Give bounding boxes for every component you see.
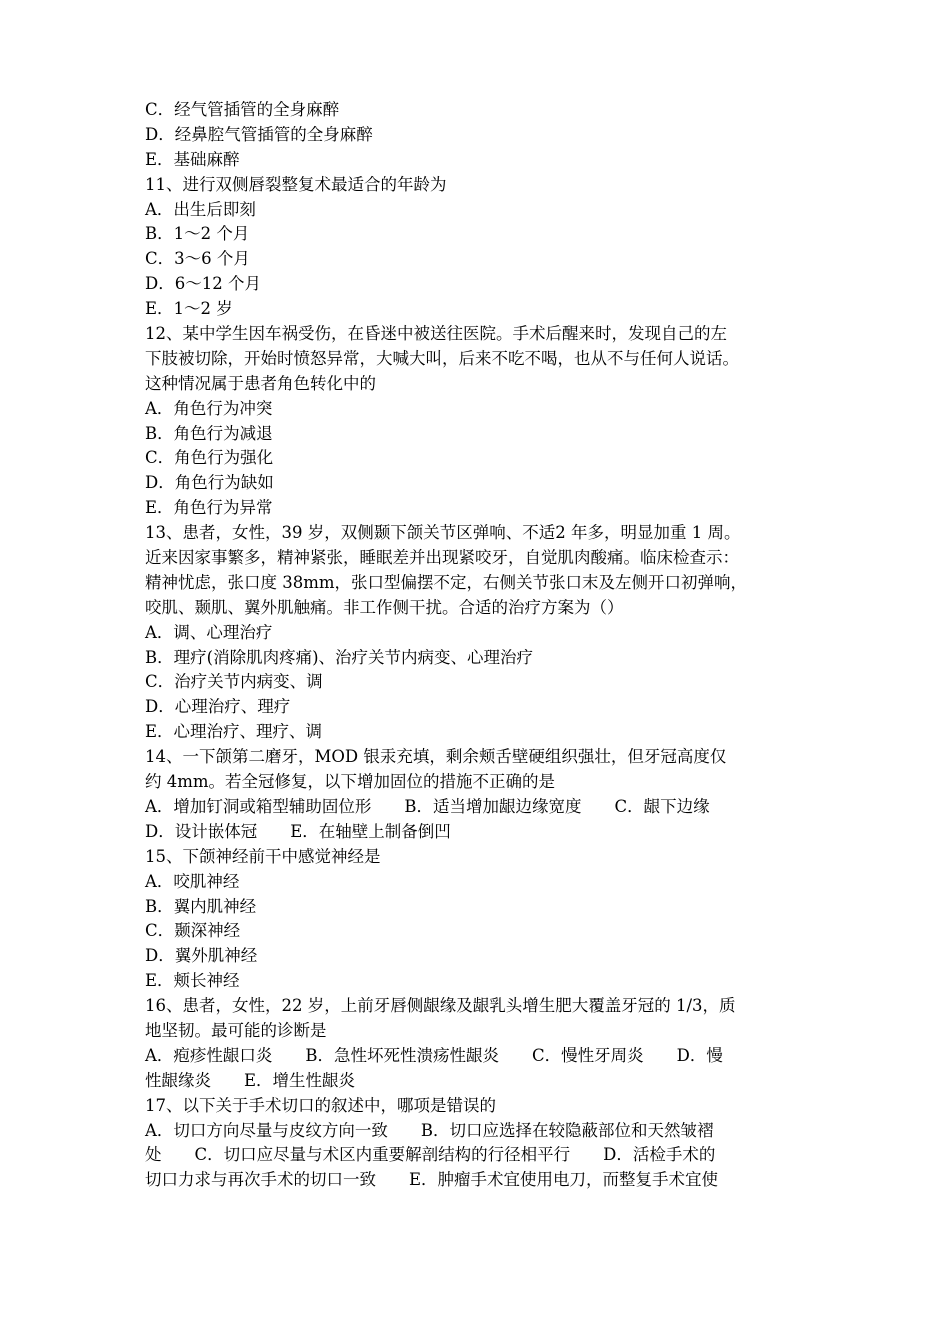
question-13-line-1: 13、患者，女性，39 岁，双侧颞下颌关节区弹响、不适2 年多，明显加重 1 周。 (145, 523, 741, 543)
q13-option-e: E．心理治疗、理疗、调 (145, 722, 323, 742)
q13-option-b: B．理疗(消除肌肉疼痛)、治疗关节内病变、心理治疗 (145, 647, 533, 667)
question-13-line-3: 精神忧虑，张口度 38mm，张口型偏摆不定，右侧关节张口末及左侧开口初弹响， (145, 572, 748, 592)
option-d-line: D．经鼻腔气管插管的全身麻醉 (145, 124, 373, 144)
q14-options-line-2: D．设计嵌体冠 E．在轴壁上制备倒凹 (145, 821, 451, 841)
question-14-line-2: 约 4mm。若全冠修复，以下增加固位的措施不正确的是 (145, 772, 556, 792)
question-12-line-1: 12、某中学生因车祸受伤，在昏迷中被送往医院。手术后醒来时，发现自己的左 (145, 324, 727, 344)
question-11: 11、进行双侧唇裂整复术最适合的年龄为 (145, 174, 447, 194)
q17-options-line-1: A．切口方向尽量与皮纹方向一致 B．切口应选择在较隐蔽部位和天然皱褶 (145, 1120, 714, 1140)
q14-options-line-1: A．增加钉洞或箱型辅助固位形 B．适当增加龈边缘宽度 C．龈下边缘 (145, 796, 710, 816)
question-15: 15、下颌神经前干中感觉神经是 (145, 846, 381, 866)
q16-options-line-2: 性龈缘炎 E．增生性龈炎 (145, 1070, 356, 1090)
option-e-line: E．基础麻醉 (145, 149, 240, 169)
q13-option-c: C．治疗关节内病变、调 (145, 672, 323, 692)
q13-option-a: A．调、心理治疗 (145, 622, 273, 642)
q11-option-b: B．1～2 个月 (145, 224, 250, 244)
q12-option-e: E．角色行为异常 (145, 498, 273, 518)
q11-option-c: C．3～6 个月 (145, 249, 250, 269)
option-c-line: C．经气管插管的全身麻醉 (145, 100, 340, 119)
question-16-line-1: 16、患者，女性，22 岁，上前牙唇侧龈缘及龈乳头增生肥大覆盖牙冠的 1/3，质 (145, 996, 736, 1016)
question-13-line-4: 咬肌、颞肌、翼外肌触痛。非工作侧干扰。合适的治疗方案为（） (145, 597, 624, 617)
q16-options-line-1: A．疱疹性龈口炎 B．急性坏死性溃疡性龈炎 C．慢性牙周炎 D．慢 (145, 1045, 723, 1065)
question-16-line-2: 地坚韧。最可能的诊断是 (145, 1020, 327, 1040)
q15-option-d: D．翼外肌神经 (145, 946, 258, 966)
q12-option-b: B．角色行为减退 (145, 423, 273, 443)
question-12-line-2: 下肢被切除，开始时愤怒异常，大喊大叫，后来不吃不喝，也从不与任何人说话。 (145, 348, 739, 368)
q12-option-a: A．角色行为冲突 (145, 398, 273, 418)
question-14-line-1: 14、一下颌第二磨牙，MOD 银汞充填，剩余颊舌壁硬组织强壮，但牙冠高度仅 (145, 747, 727, 767)
q15-option-e: E．颊长神经 (145, 971, 240, 991)
q17-options-line-3: 切口力求与再次手术的切口一致 E．肿瘤手术宜使用电刀，而整复手术宜使 (145, 1170, 719, 1190)
q11-option-e: E．1～2 岁 (145, 299, 233, 319)
q12-option-d: D．角色行为缺如 (145, 473, 274, 493)
question-13-line-2: 近来因家事繁多，精神紧张，睡眠差并出现紧咬牙，自觉肌肉酸痛。临床检查示： (145, 548, 739, 568)
q15-option-c: C．颞深神经 (145, 921, 241, 941)
question-12-line-3: 这种情况属于患者角色转化中的 (145, 373, 376, 393)
document-page (145, 98, 810, 1193)
question-17: 17、以下关于手术切口的叙述中，哪项是错误的 (145, 1095, 496, 1115)
q11-option-a: A．出生后即刻 (145, 199, 256, 219)
q12-option-c: C．角色行为强化 (145, 448, 274, 468)
q15-option-b: B．翼内肌神经 (145, 896, 257, 916)
q17-options-line-2: 处 C．切口应尽量与术区内重要解剖结构的行径相平行 D．活检手术的 (145, 1145, 716, 1165)
q13-option-d: D．心理治疗、理疗 (145, 697, 291, 717)
q15-option-a: A．咬肌神经 (145, 871, 240, 891)
q11-option-d: D．6～12 个月 (145, 274, 261, 294)
